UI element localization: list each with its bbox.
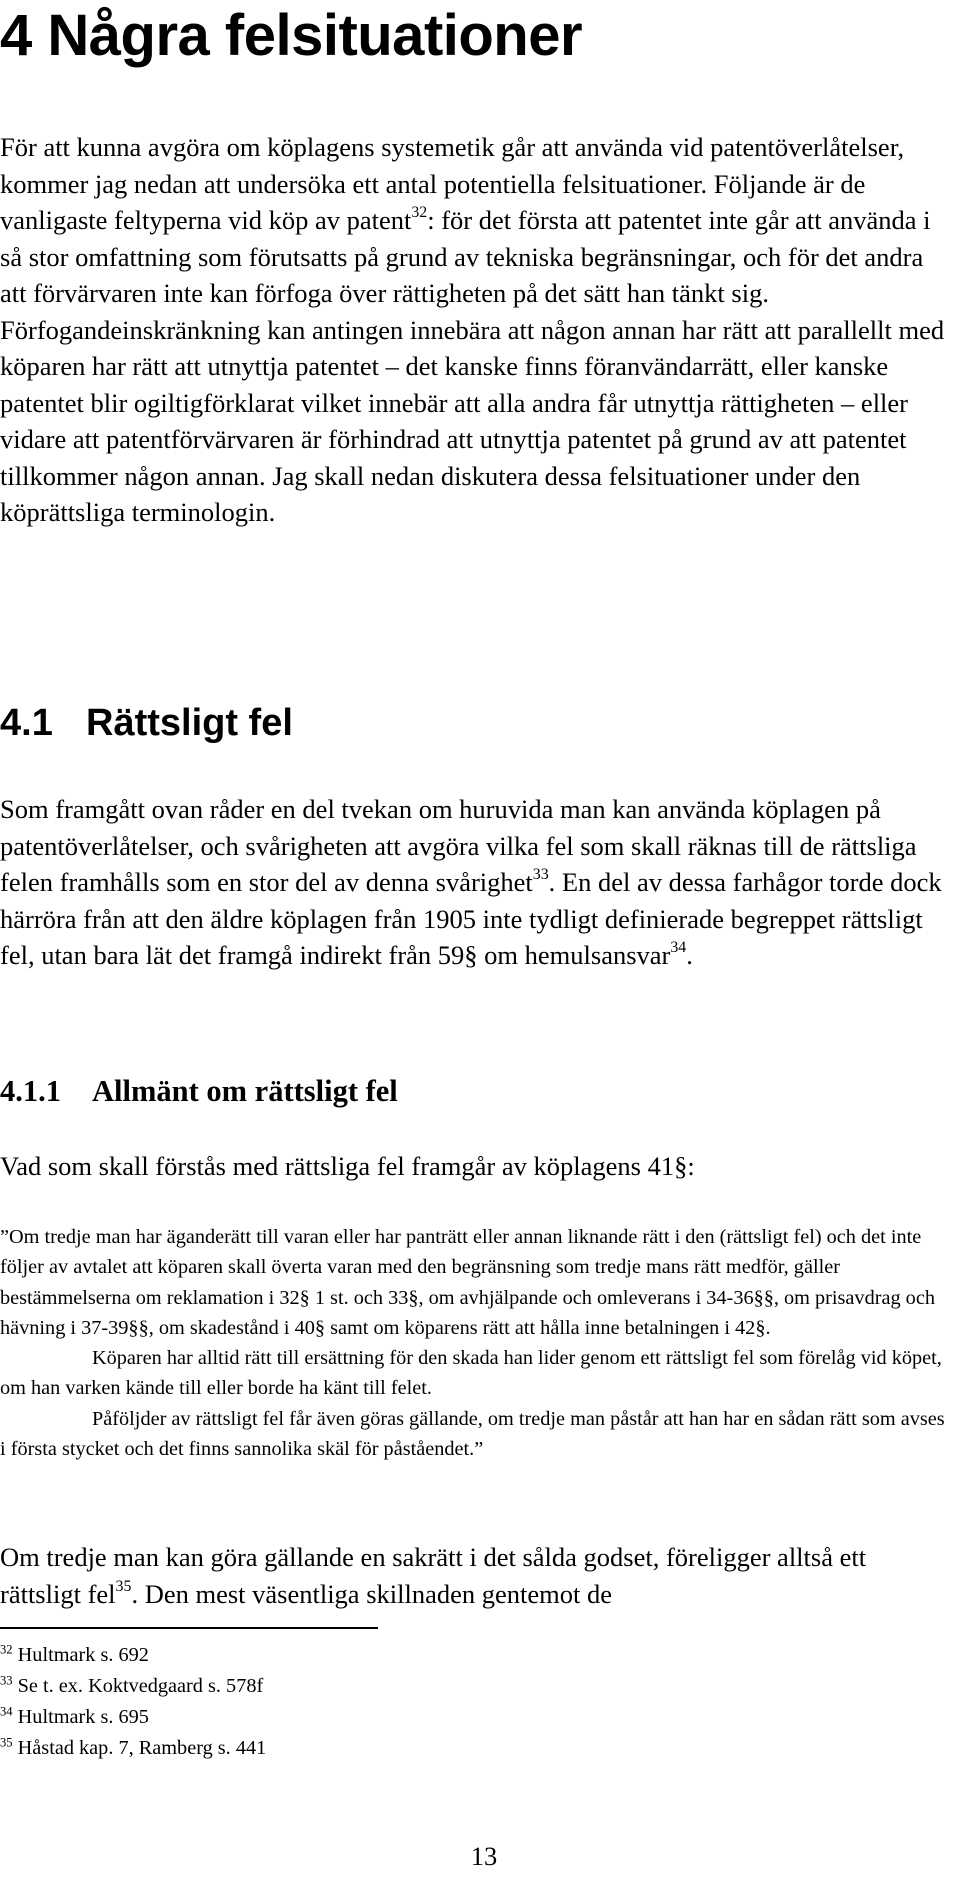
footnote-text: Hultmark s. 695 bbox=[17, 1706, 149, 1728]
footnote-item bbox=[0, 1671, 266, 1702]
section-4-1-text-2: . En del av dessa farhågor torde dock härröra från att den äldre köplagen från 1905 inte tydligt definierade begreppet rättsligt fel, utan bara lät det framgå indirekt från 59§ om hemulsansvar bbox=[0, 867, 942, 970]
section-4-1-text-3: . bbox=[686, 940, 693, 970]
footnote-ref-34[interactable]: 34 bbox=[670, 939, 687, 957]
footnote-item bbox=[0, 1733, 266, 1764]
footnote-ref-32[interactable]: 32 bbox=[411, 204, 428, 222]
chapter-heading: 4 Några felsituationer bbox=[0, 3, 583, 68]
footnote-text: Hultmark s. 692 bbox=[17, 1644, 149, 1666]
footnote-ref-35[interactable]: 35 bbox=[115, 1577, 132, 1595]
footnote-number: 32 bbox=[0, 1642, 13, 1657]
closing-text-1: Om tredje man kan göra gällande en sakrätt i det sålda godset, föreligger alltså ett rättsligt fel bbox=[0, 1542, 867, 1609]
quote-paragraph-2 bbox=[0, 1343, 950, 1404]
section-title: Rättsligt fel bbox=[86, 702, 293, 744]
closing-paragraph bbox=[0, 1539, 950, 1612]
footnote-text: Håstad kap. 7, Ramberg s. 441 bbox=[17, 1737, 267, 1759]
section-heading-4-1 bbox=[0, 702, 293, 745]
closing-text-2: . Den mest väsentliga skillnaden gentemot de bbox=[131, 1578, 612, 1609]
quote-paragraph-1: ”Om tredje man har äganderätt till varan eller har panträtt eller annan liknande rätt i den (rättsligt fel) och det inte följer av avtalet att köparen skall överta varan med den begränsning som tredje mans rätt medför, gäller bestämmelserna om reklamation i 32§ 1 st. och 33§, om avhjälpande och omleverans i 34-36§§, om prisavdrag och hävning i 37-39§§, om skadestånd i 40§ samt om köparens rätt att hålla inne betalningen i 42§. bbox=[0, 1226, 935, 1339]
page-number: 13 bbox=[470, 1841, 498, 1871]
footnote-item bbox=[0, 1702, 266, 1733]
footnote-number: 34 bbox=[0, 1704, 13, 1719]
subsection-heading-4-1-1 bbox=[0, 1074, 398, 1109]
law-quote bbox=[0, 1222, 950, 1464]
quote-paragraph-3 bbox=[0, 1404, 950, 1465]
subsection-title: Allmänt om rättsligt fel bbox=[92, 1074, 398, 1108]
quote-paragraph-3-text: Påföljder av rättsligt fel får även göras gällande, om tredje man påstår att han har en sådan rätt som avses i första stycket och det finns sannolika skäl för påståendet.” bbox=[0, 1407, 945, 1461]
intro-text-2: : för det första att patentet inte går att använda i så stor omfattning som förutsatts på grund av tekniska begränsningar, och för det andra att förvärvaren inte kan förfoga över rättigheten på det sätt han tänkt sig. Förfogandeinskränkning kan antingen innebära att någon annan har rätt att parallellt med köparen har rätt att utnyttja patentet – det kanske finns föranvändarrätt, eller kanske patentet blir ogiltigförklarat vilket innebär att alla andra får utnyttja rättigheten – eller vidare att patentförvärvaren är förhindrad att utnyttja patentet på grund av att patentet tillkommer någon annan. Jag skall nedan diskutera dessa felsituationer under den köprättsliga terminologin. bbox=[0, 205, 945, 527]
subsection-number: 4.1.1 bbox=[0, 1074, 61, 1108]
footnote-number: 33 bbox=[0, 1673, 13, 1688]
intro-paragraph bbox=[0, 129, 950, 531]
section-4-1-text-1: Som framgått ovan råder en del tvekan om huruvida man kan använda köplagen på patentöverlåtelser, och svårigheten att avgöra vilka fel som skall räknas till de rättsliga felen framhålls som en stor del av denna svårighet bbox=[0, 794, 917, 897]
subsection-intro: Vad som skall förstås med rättsliga fel framgår av köplagens 41§: bbox=[0, 1151, 695, 1181]
section-4-1-paragraph bbox=[0, 791, 950, 974]
intro-text-1: För att kunna avgöra om köplagens systemetik går att använda vid patentöverlåtelser, kommer jag nedan att undersöka ett antal potentiella felsituationer. Följande är de vanligaste feltyperna vid köp av patent bbox=[0, 132, 905, 235]
quote-paragraph-2-text: Köparen har alltid rätt till ersättning för den skada han lider genom ett rättsligt fel som förelåg vid köpet, om han varken kände till eller borde ha känt till felet. bbox=[0, 1347, 942, 1400]
footnote-item bbox=[0, 1640, 266, 1671]
footnote-separator bbox=[0, 1627, 378, 1629]
section-number: 4.1 bbox=[0, 702, 53, 744]
footnote-number: 35 bbox=[0, 1735, 13, 1750]
footnote-ref-33[interactable]: 33 bbox=[532, 866, 549, 884]
footnote-text: Se t. ex. Koktvedgaard s. 578f bbox=[17, 1675, 264, 1697]
footnotes bbox=[0, 1640, 266, 1764]
